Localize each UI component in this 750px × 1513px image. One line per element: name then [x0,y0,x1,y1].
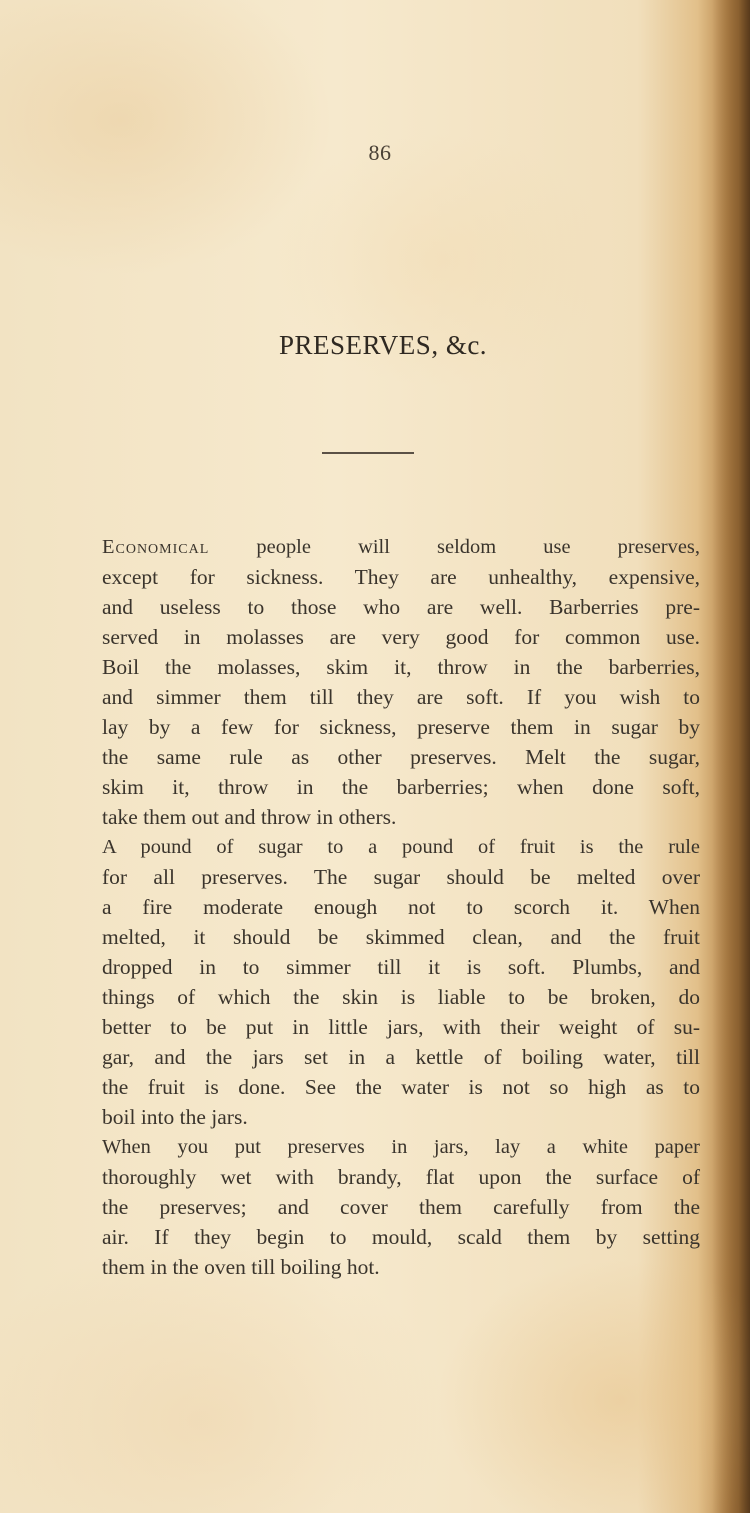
text-line: skim it, throw in the barberries; when done soft, [102,775,700,799]
text-line: lay by a few for sickness, preserve them in sugar by [102,715,700,739]
text-line: except for sickness. They are unhealthy, expensive, [102,565,700,589]
text-line: the fruit is done. See the water is not so high as to [102,1075,700,1099]
page-gutter-shadow [712,0,750,1513]
page-number: 86 [368,140,392,165]
text-line: Economical people will seldom use preserves, [102,536,700,558]
paragraph-1 [72,532,700,832]
paragraph-3 [72,1132,700,1282]
text-line: the same rule as other preserves. Melt the sugar, [102,745,700,769]
text-line: melted, it should be skimmed clean, and the fruit [102,925,700,949]
text-line: When you put preserves in jars, lay a white paper [102,1136,700,1158]
text-line: A pound of sugar to a pound of fruit is the rule [102,836,700,858]
text-line: air. If they begin to mould, scald them by setting [102,1225,700,1249]
body-text [72,532,700,1282]
text-line: the preserves; and cover them carefully from the [102,1195,700,1219]
section-title: PRESERVES, &c. [278,330,488,360]
text-line: and simmer them till they are soft. If you wish to [102,685,700,709]
text-line: boil into the jars. [102,1105,248,1129]
text-line: dropped in to simmer till it is soft. Plumbs, and [102,955,700,979]
paragraph-2 [72,832,700,1132]
text-line: thoroughly wet with brandy, flat upon the surface of [102,1165,700,1189]
text-line: and useless to those who are well. Barberries pre- [102,595,700,619]
text-line: them in the oven till boiling hot. [102,1255,380,1279]
text-line: things of which the skin is liable to be broken, do [102,985,700,1009]
text-line: served in molasses are very good for common use. [102,625,700,649]
lead-word: Economical [102,536,210,558]
text-line: a fire moderate enough not to scorch it. When [102,895,700,919]
text-line: for all preserves. The sugar should be melted over [102,865,700,889]
text-line: take them out and throw in others. [102,805,397,829]
text-line: gar, and the jars set in a kettle of boiling water, till [102,1045,700,1069]
text-line: Boil the molasses, skim it, throw in the barberries, [102,655,700,679]
title-divider [322,452,414,454]
text-line: better to be put in little jars, with their weight of su- [102,1015,700,1039]
